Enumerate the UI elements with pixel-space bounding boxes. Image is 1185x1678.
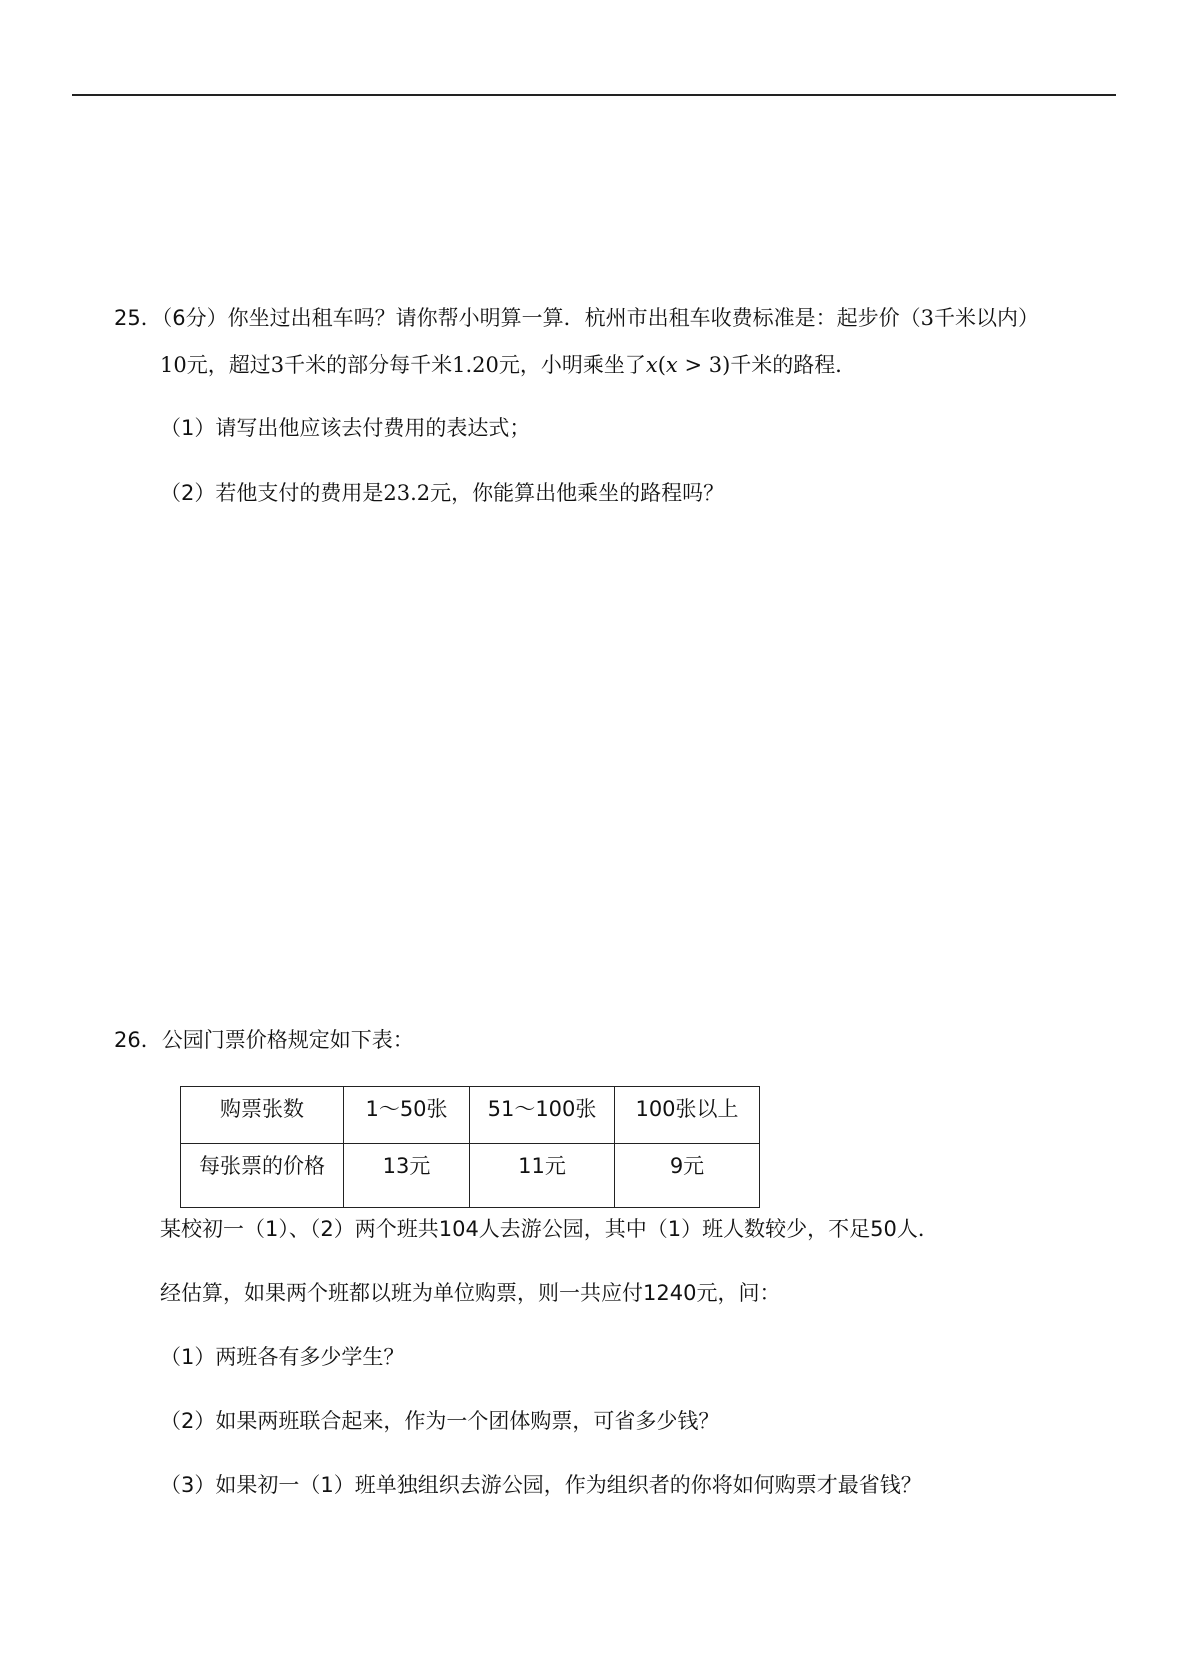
- table-cell: 9元: [615, 1144, 760, 1208]
- q26-subquestion-3: （3）如果初一（1）班单独组织去游公园，作为组织者的你将如何购票才最省钱？: [160, 1473, 922, 1497]
- condition-expression: x(x > 3): [645, 353, 731, 377]
- table-cell: 1～50张: [344, 1087, 470, 1144]
- q26-paragraph-1: 某校初一（1）、（2）两个班共104人去游公园，其中（1）班人数较少，不足50人．: [160, 1217, 939, 1241]
- table-cell: 每张票的价格: [181, 1144, 344, 1208]
- q26-subquestion-2: （2）如果两班联合起来，作为一个团体购票，可省多少钱？: [160, 1409, 720, 1433]
- q26-intro: 26．公园门票价格规定如下表：: [114, 1028, 414, 1052]
- table-row: [181, 1087, 760, 1144]
- header-rule: [72, 94, 1116, 96]
- q26-paragraph-2: 经估算，如果两个班都以班为单位购票，则一共应付1240元，问：: [160, 1281, 781, 1305]
- table-row: [181, 1144, 760, 1208]
- table-cell: 100张以上: [615, 1087, 760, 1144]
- q25-line-1: 25．（6分）你坐过出租车吗？请你帮小明算一算．杭州市出租车收费标准是：起步价（3千米以内）: [114, 306, 1039, 330]
- table-cell: 51～100张: [470, 1087, 615, 1144]
- table-cell: 购票张数: [181, 1087, 344, 1144]
- q25-subquestion-1: （1）请写出他应该去付费用的表达式；: [160, 416, 531, 440]
- table-cell: 13元: [344, 1144, 470, 1208]
- q25-subquestion-2: （2）若他支付的费用是23.2元，你能算出他乘坐的路程吗？: [160, 481, 725, 505]
- ticket-price-table: [180, 1086, 760, 1208]
- table-cell: 11元: [470, 1144, 615, 1208]
- q26-subquestion-1: （1）两班各有多少学生？: [160, 1345, 405, 1369]
- q25-line-2: 10元，超过3千米的部分每千米1.20元，小明乘坐了x(x > 3)千米的路程．: [160, 353, 857, 377]
